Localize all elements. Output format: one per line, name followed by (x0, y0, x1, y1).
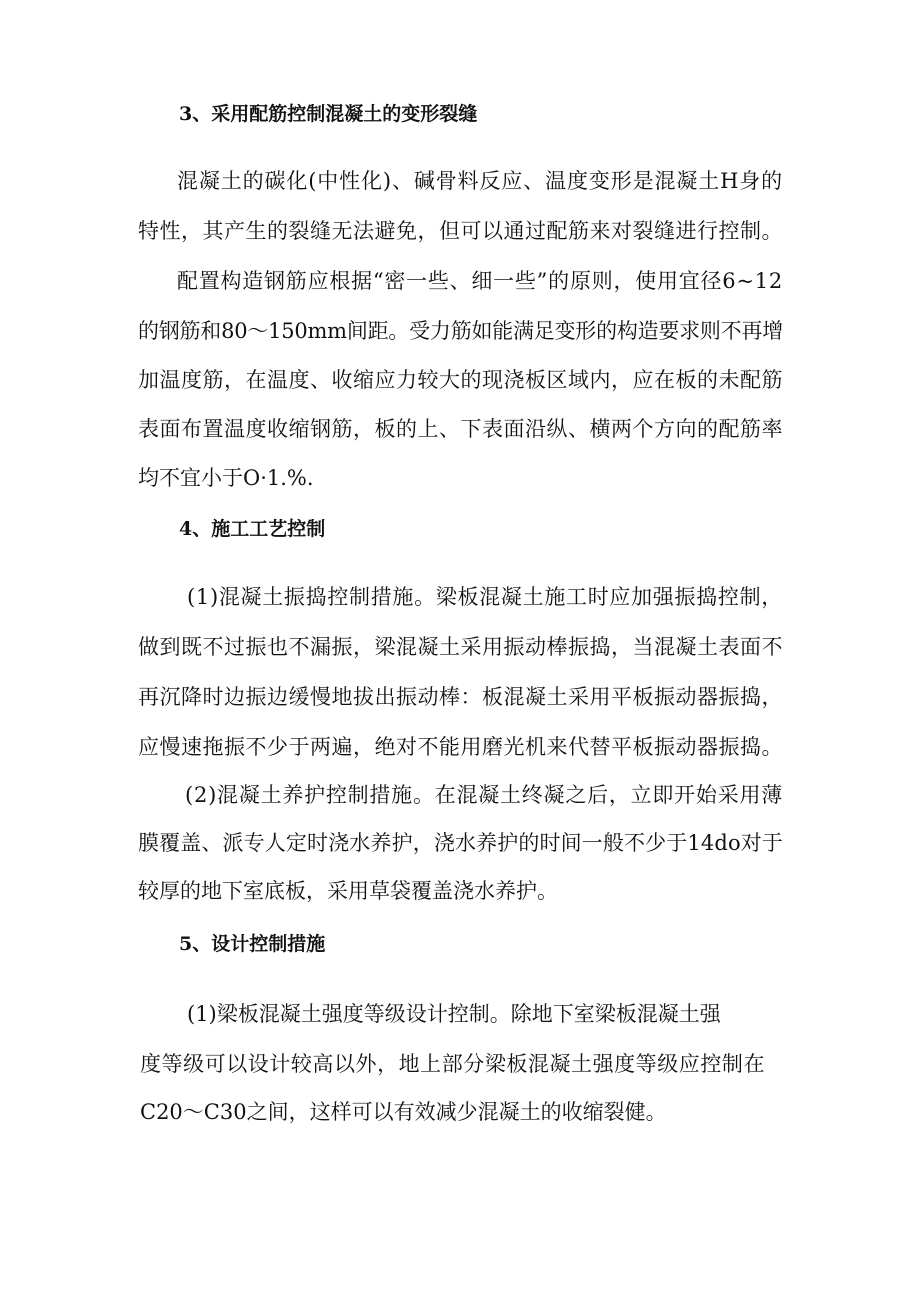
paragraph-line: (1)混凝土振捣控制措施。梁板混凝土施工时应加强振捣控制， (187, 585, 783, 609)
paragraph-line: 配置构造钢筋应根据“密一些、细一些”的原则，使用宜径6~12 (177, 269, 783, 293)
paragraph-line: 膜覆盖、派专人定时浇水养护，浇水养护的时间一般不少于14do对于 (138, 831, 783, 855)
section-heading-5: 5、设计控制措施 (179, 933, 326, 955)
paragraph-line: 加温度筋，在温度、收缩应力较大的现浇板区域内，应在板的未配筋 (138, 368, 783, 392)
section-heading-3: 3、采用配筋控制混凝土的变形裂缝 (179, 103, 478, 125)
paragraph-line: 特性，其产生的裂缝无法避免，但可以通过配筋来对裂缝进行控制。 (138, 219, 783, 243)
paragraph-line: (2)混凝土养护控制措施。在混凝土终凝之后，立即开始采用薄 (185, 783, 783, 807)
paragraph-line: 表面布置温度收缩钢筋，板的上、下表面沿纵、横两个方向的配筋率 (138, 417, 783, 441)
paragraph-line: 较厚的地下室底板，采用草袋覆盖浇水养护。 (138, 879, 558, 903)
paragraph-line: 再沉降时边振边缓慢地拔出振动棒：板混凝土采用平板振动器振捣， (138, 685, 783, 709)
paragraph-line: 度等级可以设计较高以外，地上部分梁板混凝土强度等级应控制在 (140, 1052, 765, 1076)
section-heading-4: 4、施工工艺控制 (179, 518, 326, 540)
paragraph-line: 混凝土的碳化(中性化)、碱骨料反应、温度变形是混凝土H身的 (177, 169, 783, 193)
paragraph-line: (1)梁板混凝土强度等级设计控制。除地下室梁板混凝土强 (187, 1002, 721, 1026)
paragraph-line: 应慢速拖振不少于两遍，绝对不能用磨光机来代替平板振动器振捣。 (138, 735, 783, 759)
paragraph-line: 做到既不过振也不漏振，梁混凝土采用振动棒振捣，当混凝土表面不 (138, 635, 783, 659)
paragraph-line: 的钢筋和80～150mm间距。受力筋如能满足变形的构造要求则不再增 (138, 319, 783, 343)
paragraph-line: C20～C30之间，这样可以有效减少混凝土的收缩裂健。 (140, 1100, 667, 1124)
paragraph-line: 均不宜小于O·1.%. (138, 466, 314, 490)
